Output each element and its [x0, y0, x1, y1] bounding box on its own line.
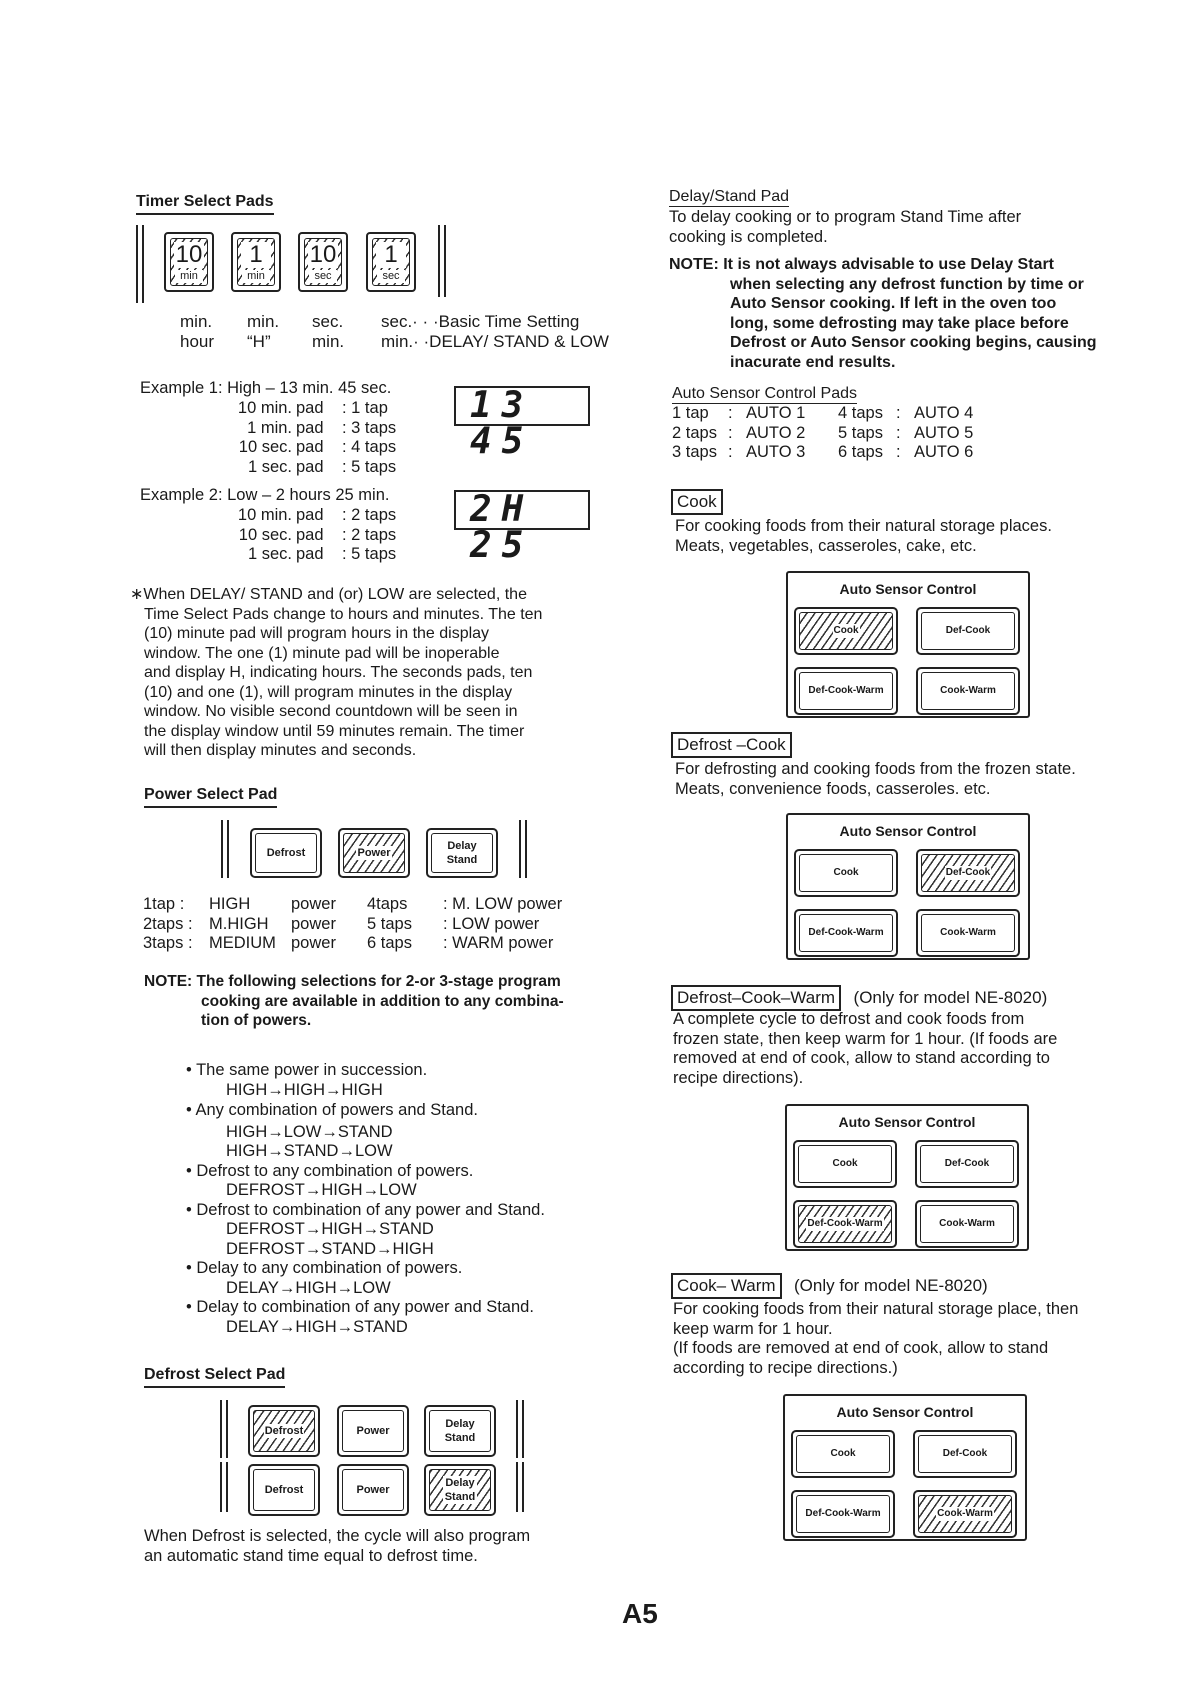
- timer-pad-1min[interactable]: 1 min: [231, 232, 281, 292]
- divider-bar: [516, 1400, 524, 1458]
- def-cook-warm-button[interactable]: Def-Cook-Warm: [793, 1200, 897, 1248]
- delay-stand-text: To delay cooking or to program Stand Time after cooking is completed.: [669, 208, 1022, 246]
- display-example2: 2H 25: [454, 490, 590, 530]
- power-button[interactable]: Power: [337, 1464, 409, 1516]
- def-cook-warm-button[interactable]: Def-Cook-Warm: [794, 909, 898, 957]
- delay-stand-note: ∗When DELAY/ STAND and (or) LOW are selected, the Time Select Pads change to hours and minutes. The ten (10) minute pad will program hours in the display window. The one (1) minute pad will be inoperable and display H, indicating hours. The seconds pads, ten (10) and one (1), will program minutes in the display window. No visible second countdown will be seen in the display window until 59 minutes remain. The timer will then display minutes and seconds.: [130, 586, 543, 759]
- cook-warm-text: For cooking foods from their natural storage place, then keep warm for 1 hour. (If foods are removed at end of cook, allow to stand according to recipe directions.): [673, 1300, 1079, 1377]
- auto-sensor-heading: Auto Sensor Control Pads: [672, 385, 857, 402]
- defrost-cook-warm-label: Defrost–Cook–Warm (Only for model NE-8020): [671, 985, 1047, 1011]
- power-button[interactable]: Power: [338, 828, 410, 878]
- divider-bar: [220, 1400, 228, 1458]
- timer-pad-1sec[interactable]: 1 sec: [366, 232, 416, 292]
- cook-warm-button[interactable]: Cook-Warm: [916, 909, 1020, 957]
- divider-bar: [438, 225, 446, 297]
- cook-button[interactable]: Cook: [791, 1430, 895, 1478]
- divider-bar: [516, 1462, 524, 1512]
- cook-button[interactable]: Cook: [793, 1140, 897, 1188]
- divider-bar: [220, 1462, 228, 1512]
- display-example1: 13 45: [454, 386, 590, 426]
- cook-warm-button[interactable]: Cook-Warm: [916, 667, 1020, 715]
- example2-table: 10 min. pad : 2 taps 10 sec. pad : 2 taps 1 sec. pad : 5 taps: [237, 506, 397, 563]
- timer-pad-10min[interactable]: 10 min: [164, 232, 214, 292]
- delay-stand-heading: Delay/Stand Pad: [669, 188, 790, 205]
- def-cook-warm-button[interactable]: Def-Cook-Warm: [794, 667, 898, 715]
- example1-table: 10 min. pad : 1 tap 1 min. pad : 3 taps 10 sec. pad : 4 taps 1 sec. pad : 5 taps: [237, 399, 397, 476]
- example2-title: Example 2: Low – 2 hours 25 min.: [140, 486, 390, 504]
- power-levels-table: 1tap : HIGH power 4taps : M. LOW power 2taps : M.HIGH power 5 taps : LOW power 3taps : MEDIUM power 6 taps : WARM power: [143, 895, 563, 952]
- defrost-cook-warm-text: A complete cycle to defrost and cook foods from frozen state, then keep warm for 1 hour. (If foods are removed at end of cook, allow to stand according to recipe directions).: [673, 1010, 1058, 1087]
- cook-warm-button[interactable]: Cook-Warm: [913, 1490, 1017, 1538]
- power-button[interactable]: Power: [337, 1405, 409, 1457]
- page-number: A5: [622, 1598, 658, 1629]
- divider-bar: [221, 820, 229, 878]
- defrost-button[interactable]: Defrost: [250, 828, 322, 878]
- defrost-heading: Defrost Select Pad: [144, 1366, 285, 1388]
- cook-button[interactable]: Cook: [794, 849, 898, 897]
- delay-start-note: NOTE: It is not always advisable to use Delay Start when selecting any defrost function by time or Auto Sensor cooking. If left in the oven too long, some defrosting may take place before Defrost or Auto Sensor cooking begins, causing inacurate end results.: [669, 256, 1097, 371]
- divider-bar: [136, 225, 144, 303]
- cook-button[interactable]: Cook: [794, 607, 898, 655]
- auto-sensor-panel-defrost-cook-warm: Auto Sensor Control Cook Def-Cook Def-Cook-Warm Cook-Warm: [785, 1104, 1029, 1251]
- defrost-cook-label: Defrost –Cook: [671, 732, 792, 758]
- defrost-note: When Defrost is selected, the cycle will also program an automatic stand time equal to defrost time.: [144, 1527, 531, 1565]
- auto-sensor-panel-cook: Auto Sensor Control Cook Def-Cook Def-Cook-Warm Cook-Warm: [786, 571, 1030, 718]
- defrost-cook-text: For defrosting and cooking foods from the frozen state. Meats, convenience foods, casseroles. etc.: [675, 760, 1076, 798]
- def-cook-button[interactable]: Def-Cook: [915, 1140, 1019, 1188]
- cook-text: For cooking foods from their natural storage places. Meats, vegetables, casseroles, cake, etc.: [675, 517, 1052, 555]
- def-cook-warm-button[interactable]: Def-Cook-Warm: [791, 1490, 895, 1538]
- delay-stand-button[interactable]: Delay Stand: [426, 828, 498, 878]
- cook-warm-button[interactable]: Cook-Warm: [915, 1200, 1019, 1248]
- cook-label: Cook: [671, 489, 723, 515]
- def-cook-button[interactable]: Def-Cook: [916, 607, 1020, 655]
- delay-stand-button[interactable]: Delay Stand: [424, 1464, 496, 1516]
- defrost-button[interactable]: Defrost: [248, 1405, 320, 1457]
- power-heading: Power Select Pad: [144, 786, 277, 808]
- combination-list: • The same power in succession. HIGH→HIGH→HIGH • Any combination of powers and Stand. HIGH→LOW→STAND HIGH→STAND→LOW • Defrost to any combination of powers. DEFROST→HIGH→LOW • Defrost to combination of any power and Stand. DEFROST→HIGH→STAND DEFROST→STAND→HIGH • Delay to any combination of powers. DELAY→HIGH→LOW • Delay to combination of any power and Stand. DELAY→HIGH→STAND: [186, 1061, 545, 1336]
- stage-program-note: NOTE: The following selections for 2-or 3-stage program cooking are available in addition to any combina- tion of powers.: [144, 973, 564, 1029]
- timer-heading: Timer Select Pads: [136, 193, 274, 215]
- def-cook-button[interactable]: Def-Cook: [916, 849, 1020, 897]
- def-cook-button[interactable]: Def-Cook: [913, 1430, 1017, 1478]
- delay-stand-button[interactable]: Delay Stand: [424, 1405, 496, 1457]
- divider-bar: [519, 820, 527, 878]
- auto-sensor-panel-defrost-cook: Auto Sensor Control Cook Def-Cook Def-Cook-Warm Cook-Warm: [786, 813, 1030, 960]
- defrost-button[interactable]: Defrost: [248, 1464, 320, 1516]
- cook-warm-label: Cook– Warm (Only for model NE-8020): [671, 1273, 988, 1299]
- auto-sensor-table: 1 tap : AUTO 1 4 taps : AUTO 4 2 taps : AUTO 2 5 taps : AUTO 5 3 taps : AUTO 3 6 taps : AUTO 6: [672, 404, 974, 461]
- auto-sensor-panel-cook-warm: Auto Sensor Control Cook Def-Cook Def-Cook-Warm Cook-Warm: [783, 1394, 1027, 1541]
- example1-title: Example 1: High – 13 min. 45 sec.: [140, 379, 392, 397]
- timer-pad-10sec[interactable]: 10 sec: [298, 232, 348, 292]
